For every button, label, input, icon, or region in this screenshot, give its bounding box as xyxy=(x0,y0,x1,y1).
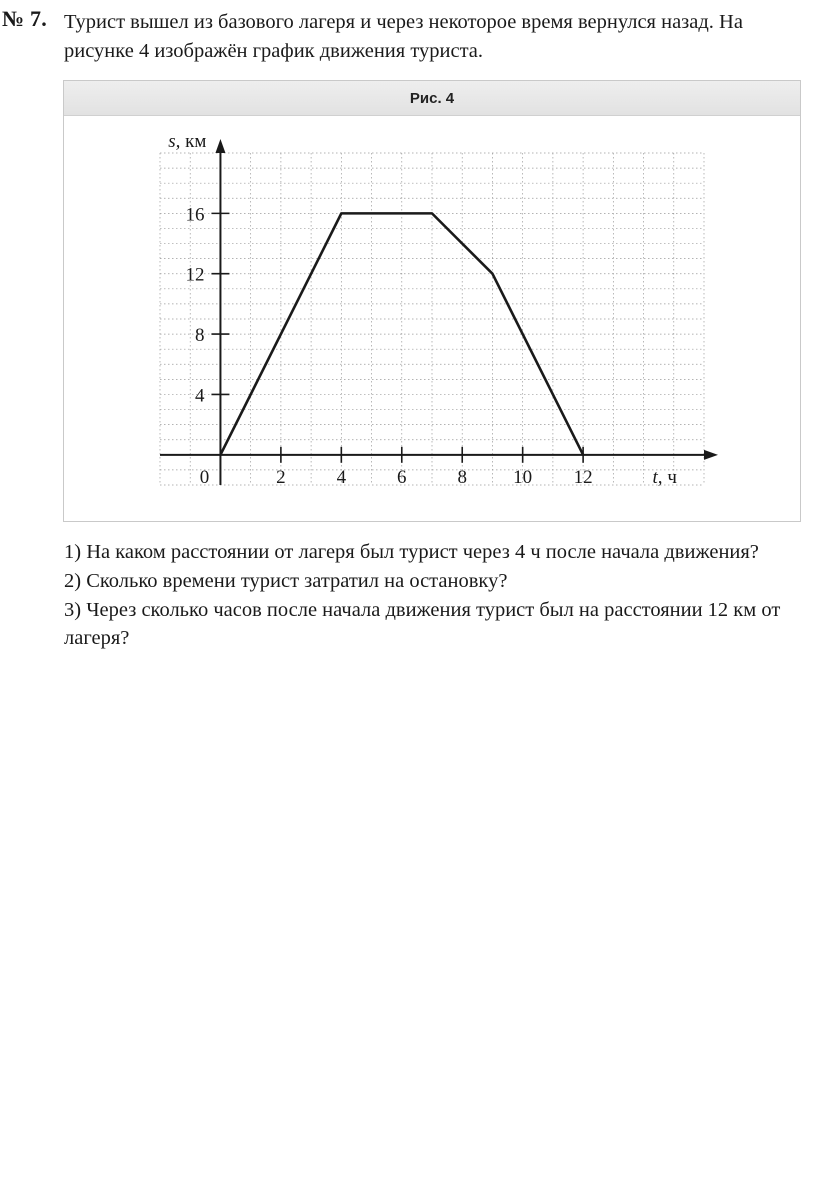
x-axis-label: t, ч xyxy=(652,466,677,488)
y-tick-label: 4 xyxy=(194,385,205,407)
question-3: 3) Через сколько часов после начала движения турист был на расстоянии 12 км от лагеря? xyxy=(64,599,781,649)
problem-number: № 7. xyxy=(2,6,47,31)
y-tick-label: 8 xyxy=(194,325,205,347)
x-axis-arrow xyxy=(704,450,718,460)
y-tick-label: 16 xyxy=(185,204,205,226)
question-1: 1) На каком расстоянии от лагеря был турист через 4 ч после начала движения? xyxy=(64,541,759,563)
x-tick-label: 2 xyxy=(276,466,286,488)
x-tick-label: 12 xyxy=(573,466,593,488)
x-tick-label: 10 xyxy=(513,466,533,488)
questions-list xyxy=(64,538,806,653)
x-tick-label: 6 xyxy=(397,466,407,488)
y-tick-label: 12 xyxy=(185,264,205,286)
origin-label: 0 xyxy=(199,466,210,488)
figure xyxy=(63,80,801,522)
y-axis-arrow xyxy=(215,139,225,153)
question-2: 2) Сколько времени турист затратил на остановку? xyxy=(64,570,508,592)
distance-time-chart xyxy=(64,115,800,521)
figure-caption-bar xyxy=(64,81,800,116)
x-tick-label: 8 xyxy=(457,466,467,488)
x-tick-label: 4 xyxy=(336,466,347,488)
problem-statement: Турист вышел из базового лагеря и через некоторое время вернулся назад. На рисунке 4 изображён график движения туриста. xyxy=(64,11,743,62)
y-axis-label: s, км xyxy=(168,131,207,152)
figure-caption: Рис. 4 xyxy=(409,89,455,107)
